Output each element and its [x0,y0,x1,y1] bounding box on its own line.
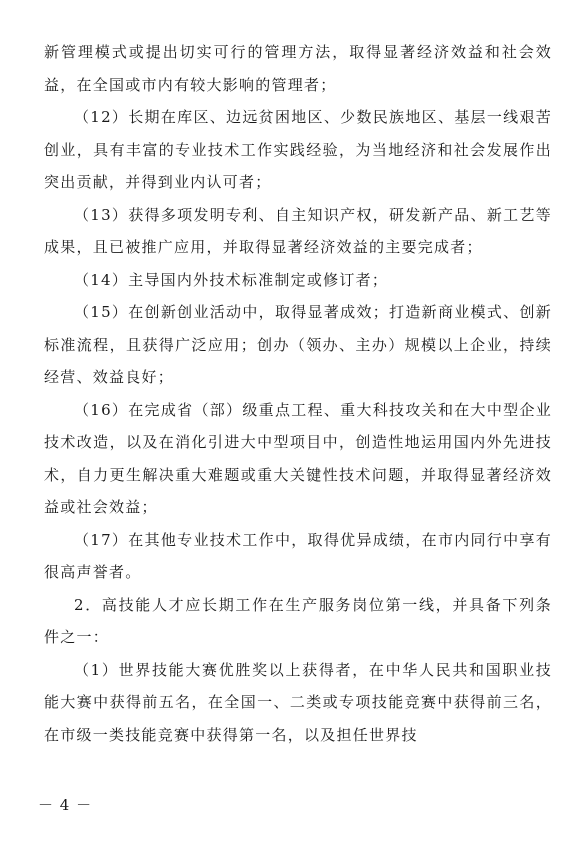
paragraph-item-16: （16）在完成省（部）级重点工程、重大科技攻关和在大中型企业技术改造，以及在消化引进大中型项目中，创造性地运用国内外先进技术，自力更生解决重大难题或重大关键性技术问题，并取得显著经济效益或社会效益； [44,400,552,516]
paragraph-item-1: （1）世界技能大赛优胜奖以上获得者，在中华人民共和国职业技能大赛中获得前五名，在全国一、二类或专项技能竞赛中获得前三名，在市级一类技能竞赛中获得第一名，以及担任世界技 [44,660,552,744]
paragraph-item-17: （17）在其他专业技术工作中，取得优异成绩，在市内同行中享有很高声誉者。 [44,530,552,581]
page-number: － 4 － [38,796,93,814]
document-body [44,36,552,751]
paragraph-item-15: （15）在创新创业活动中，取得显著成效；打造新商业模式、创新标准流程，且获得广泛应用；创办（领办、主办）规模以上企业，持续经营、效益良好； [44,303,552,386]
paragraph-item-12: （12）长期在库区、边远贫困地区、少数民族地区、基层一线艰苦创业，具有丰富的专业技术工作实践经验，为当地经济和社会发展作出突出贡献，并得到业内认可者； [44,108,552,191]
paragraph-item-14: （14）主导国内外技术标准制定或修订者； [74,270,389,289]
paragraph-continuation: 新管理模式或提出切实可行的管理方法，取得显著经济效益和社会效益，在全国或市内有较大影响的管理者； [44,43,552,94]
paragraph-section-2: 2．高技能人才应长期工作在生产服务岗位第一线，并具备下列条件之一： [44,595,552,646]
paragraph-item-13: （13）获得多项发明专利、自主知识产权，研发新产品、新工艺等成果，且已被推广应用，并取得显著经济效益的主要完成者； [44,205,552,256]
